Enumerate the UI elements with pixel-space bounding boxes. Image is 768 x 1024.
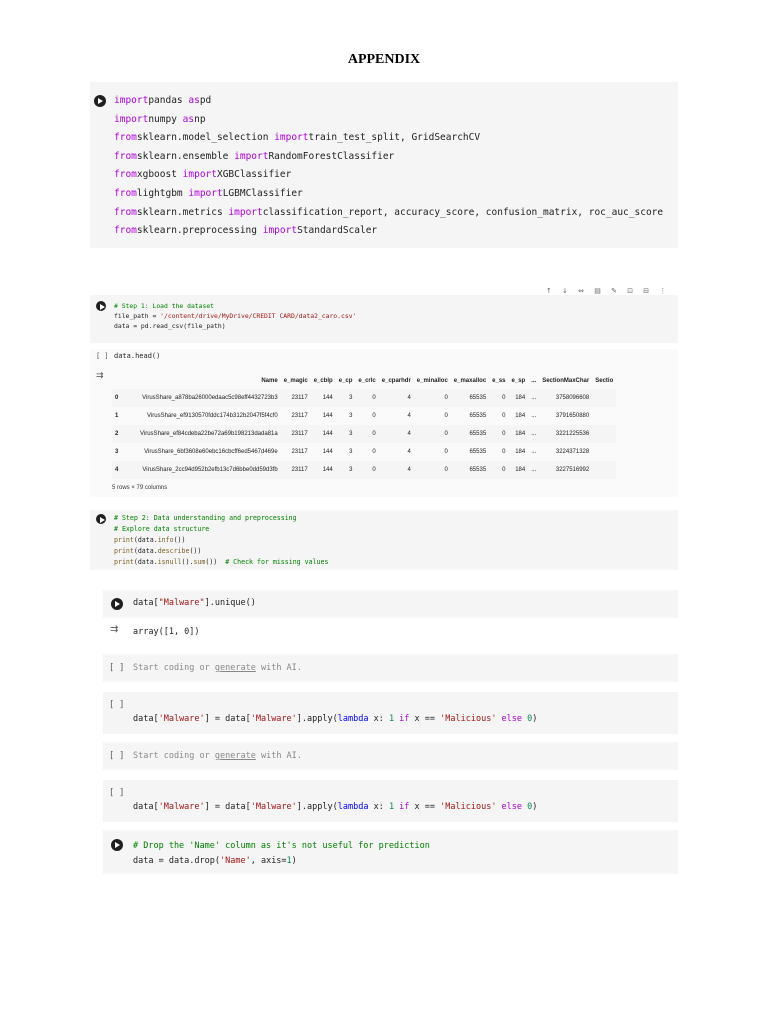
column-header: e_maxalloc	[453, 378, 487, 384]
code-line	[114, 148, 663, 167]
placeholder-text: with AI.	[255, 751, 302, 761]
table-cell: 3	[336, 461, 356, 479]
table-cell: 184	[509, 425, 529, 443]
code-token: 0	[527, 714, 533, 724]
code-token: ] = data[	[204, 802, 251, 812]
code-token: import	[274, 132, 309, 144]
table-cell: ...	[531, 449, 537, 455]
code-token: , axis=	[250, 856, 287, 866]
cell-placeholder[interactable]	[133, 751, 302, 761]
table-row	[112, 389, 616, 407]
table-cell: ...	[531, 413, 537, 419]
code-token: from	[114, 132, 137, 144]
table-cell: 144	[311, 461, 336, 479]
code-cell-apply[interactable]	[103, 780, 678, 822]
table-cell: 4	[407, 413, 411, 419]
table-cell: ...	[528, 461, 539, 479]
table-cell	[592, 389, 616, 407]
column-header: e_cp	[338, 378, 353, 384]
table-cell: 0	[444, 449, 448, 455]
code-token: else	[496, 802, 523, 812]
code-token: 1	[388, 714, 395, 724]
table-cell: ...	[528, 425, 539, 443]
code-line	[114, 513, 328, 524]
code-token: info	[157, 536, 174, 544]
code-token: isnull	[157, 558, 182, 566]
code-token: lambda	[337, 802, 369, 812]
code-token: if	[394, 802, 410, 812]
row-index: 0	[112, 389, 121, 407]
code-token: data = pd.read_csv(file_path)	[114, 322, 226, 330]
table-cell: 0	[502, 449, 506, 455]
column-header: e_magic	[283, 378, 308, 384]
code-token: from	[114, 206, 137, 218]
code-token: sklearn.metrics	[136, 206, 229, 218]
code-token: print	[114, 536, 134, 544]
code-token: data[	[133, 714, 159, 724]
table-cell: 184	[509, 461, 529, 479]
table-cell: 23117	[291, 413, 308, 419]
code-token: import	[228, 206, 263, 218]
table-cell: 65535	[451, 425, 489, 443]
code-line	[114, 92, 663, 111]
code-token: (data.	[133, 536, 158, 544]
placeholder-text: Start coding or	[133, 751, 215, 761]
code-editor[interactable]	[133, 839, 430, 869]
table-row	[112, 443, 616, 461]
table-cell: 3	[336, 425, 356, 443]
table-cell: 3	[349, 413, 353, 419]
code-token: import	[114, 95, 149, 106]
code-token: from	[114, 150, 137, 162]
code-token: 'Malware'	[158, 802, 205, 812]
table-cell: 23117	[291, 449, 308, 455]
table-cell: ...	[528, 389, 539, 407]
code-token: import	[114, 113, 149, 125]
code-token: 'Malware'	[158, 714, 205, 724]
code-line	[114, 204, 663, 223]
table-cell: 0	[414, 389, 451, 407]
code-cell-drop-name[interactable]	[103, 830, 678, 874]
code-token: sklearn.model_selection	[136, 132, 275, 144]
code-line	[133, 714, 537, 724]
code-cell-imports[interactable]	[90, 82, 678, 248]
code-token: 0	[527, 802, 533, 812]
code-token: pandas	[148, 95, 189, 106]
run-cell-button[interactable]	[96, 514, 106, 524]
code-token: print	[114, 547, 134, 555]
table-cell: 4	[379, 389, 414, 407]
table-cell: VirusShare_ef9130570fddc174b312b2047f5f4cf0	[147, 413, 278, 419]
code-token: xgboost	[136, 169, 183, 181]
code-token: x ==	[409, 802, 441, 812]
code-token: as	[182, 113, 195, 125]
run-cell-button[interactable]	[111, 598, 123, 610]
code-line	[114, 535, 328, 546]
code-token: data[	[133, 802, 159, 812]
column-header: e_minalloc	[416, 378, 448, 384]
column-header: Sectio	[595, 378, 614, 384]
code-token: ] = data[	[204, 714, 251, 724]
table-cell: 0	[502, 413, 506, 419]
table-cell: 184	[515, 413, 526, 419]
run-cell-button[interactable]	[111, 839, 123, 851]
column-header: SectionMaxChar	[542, 378, 590, 384]
table-cell: 3	[336, 389, 356, 407]
table-cell: 0	[414, 461, 451, 479]
code-token: from	[114, 169, 137, 181]
code-token: ].apply(	[296, 714, 338, 724]
table-cell: 0	[372, 449, 376, 455]
code-editor[interactable]	[114, 92, 663, 241]
placeholder-text: with AI.	[255, 663, 302, 673]
cell-placeholder[interactable]	[133, 663, 302, 673]
row-index: 2	[112, 425, 121, 443]
table-cell: 4	[379, 461, 414, 479]
code-line	[114, 222, 663, 241]
code-token: import	[262, 225, 298, 237]
code-line	[114, 557, 328, 568]
table-cell: 23117	[281, 461, 311, 479]
table-cell: 0	[355, 425, 378, 443]
code-token: # Step 2: Data understanding and preprocessing	[114, 514, 297, 522]
cell-toolbar[interactable]: ↑ ↓ ⇔ ▤ ✎ ⊡ ⊟ ⋮	[546, 287, 671, 295]
code-token: import	[188, 187, 223, 199]
code-token: (data.	[133, 558, 158, 566]
column-header: e_crlc	[358, 378, 376, 384]
code-token: )	[532, 714, 538, 724]
code-cell-unique[interactable]	[103, 590, 678, 618]
code-token: # Drop the 'Name' column as it's not useful for prediction	[133, 841, 430, 851]
table-cell: 65535	[451, 461, 489, 479]
table-cell	[592, 425, 616, 443]
code-token: if	[394, 714, 410, 724]
table-cell: 4	[379, 425, 414, 443]
code-token: describe	[157, 547, 190, 555]
table-cell: 3221225536	[539, 425, 592, 443]
code-line	[133, 839, 430, 854]
table-cell: VirusShare_a878ba26000edaac5c98eff4432723b3	[121, 389, 280, 407]
code-token: sum	[193, 558, 206, 566]
table-cell: 4	[407, 449, 411, 455]
table-cell: 3224371328	[555, 449, 590, 455]
execution-bracket: [ ]	[109, 663, 125, 673]
code-token: numpy	[148, 113, 183, 125]
code-line	[133, 854, 430, 869]
execution-bracket: [ ]	[96, 352, 109, 360]
column-header: e_sp	[511, 378, 526, 384]
code-token: )	[291, 856, 297, 866]
code-token: RandomForestClassifier	[268, 150, 395, 162]
table-cell: 65535	[469, 449, 487, 455]
code-line	[114, 301, 356, 311]
table-row	[112, 461, 616, 479]
code-line	[114, 111, 663, 130]
code-line	[114, 185, 663, 204]
code-editor[interactable]	[114, 513, 328, 568]
code-line	[114, 166, 663, 185]
execution-bracket: [ ]	[109, 788, 125, 798]
code-line	[114, 129, 663, 148]
table-cell: 65535	[469, 413, 487, 419]
code-line	[133, 598, 256, 608]
code-token: ())	[173, 536, 186, 544]
table-cell	[592, 461, 616, 479]
code-token: import	[234, 150, 269, 162]
code-token: # Explore data structure	[114, 525, 210, 533]
code-token: StandardScaler	[297, 225, 378, 237]
table-cell: 144	[311, 425, 336, 443]
execution-bracket: [ ]	[109, 700, 125, 710]
code-token: data = data.drop(	[133, 856, 220, 866]
dataframe-output	[112, 373, 676, 491]
table-cell: 144	[311, 389, 336, 407]
code-token: file_path =	[114, 312, 161, 320]
code-token: # Check for missing values	[225, 558, 329, 566]
code-line	[114, 524, 328, 535]
code-editor[interactable]	[114, 301, 356, 331]
column-header	[112, 373, 121, 389]
code-token: 1	[286, 856, 292, 866]
code-token: else	[496, 714, 523, 724]
code-token: XGBClassifier	[216, 169, 292, 181]
table-cell: 0	[414, 425, 451, 443]
table-cell	[592, 443, 616, 461]
column-header: e_cparhdr	[381, 378, 411, 384]
code-token: train_test_split, GridSearchCV	[308, 132, 481, 144]
code-token: x ==	[409, 714, 441, 724]
code-token: np	[194, 113, 206, 125]
table-cell: 23117	[281, 389, 311, 407]
code-token: 'Malicious'	[440, 802, 497, 812]
table-cell: 23117	[281, 425, 311, 443]
code-token: 1	[388, 802, 395, 812]
code-token: ())	[205, 558, 226, 566]
empty-code-cell[interactable]	[103, 742, 678, 770]
table-cell: 184	[515, 449, 526, 455]
row-index: 1	[115, 413, 119, 419]
code-token: )	[532, 802, 538, 812]
cell-output: array([1, 0])	[133, 627, 200, 637]
code-token: '/content/drive/MyDrive/CREDIT CARD/data2_caro.csv'	[160, 312, 357, 320]
column-header: e_cblp	[313, 378, 333, 384]
table-cell: 0	[444, 413, 448, 419]
column-header: e_ss	[492, 378, 506, 384]
run-cell-button[interactable]	[94, 95, 106, 107]
table-row	[112, 425, 616, 443]
table-cell: 144	[322, 413, 333, 419]
dataframe-table	[112, 373, 616, 479]
code-token: ())	[189, 547, 202, 555]
column-header: Name	[261, 378, 278, 384]
code-token: ].unique()	[204, 598, 256, 608]
dataframe-footer: 5 rows × 79 columns	[112, 485, 168, 491]
generate-link[interactable]: generate	[214, 663, 256, 673]
empty-code-cell[interactable]	[103, 654, 678, 682]
code-line	[133, 802, 537, 812]
table-cell: 3758096608	[539, 389, 592, 407]
code-cell-load-dataset[interactable]	[90, 287, 678, 343]
code-line	[114, 546, 328, 557]
table-cell: VirusShare_2cc94d952b2efb13c7d6bbe0dd59d3fb	[121, 461, 280, 479]
table-cell: 0	[372, 413, 376, 419]
appendix-heading: APPENDIX	[347, 52, 421, 67]
code-cell-explore[interactable]	[90, 510, 678, 570]
code-token: LGBMClassifier	[222, 187, 303, 199]
table-cell: 0	[489, 389, 508, 407]
placeholder-text: Start coding or	[133, 663, 215, 673]
code-token: sklearn.preprocessing	[136, 225, 263, 237]
table-row	[112, 407, 616, 425]
table-cell: 0	[489, 461, 508, 479]
execution-bracket: [ ]	[109, 751, 125, 761]
table-cell: VirusShare_6bf3608e60ebc16cbcff6ed5467d469e	[144, 449, 278, 455]
code-editor[interactable]: data.head()	[114, 352, 161, 360]
code-token: print	[114, 558, 134, 566]
code-token: pd	[199, 95, 212, 106]
run-cell-button[interactable]	[96, 301, 106, 311]
code-editor[interactable]	[133, 714, 537, 724]
output-icon[interactable]: ⇉	[96, 371, 104, 381]
code-cell-apply[interactable]	[103, 692, 678, 734]
table-cell: VirusShare_ef84cdeba22be72a69b198213dada81a	[121, 425, 280, 443]
generate-link[interactable]: generate	[214, 751, 256, 761]
code-token: "Malware"	[158, 598, 205, 608]
code-cell-head[interactable]	[90, 349, 678, 497]
code-token: (data.	[133, 547, 158, 555]
code-token: sklearn.ensemble	[136, 150, 235, 162]
row-index: 3	[115, 449, 119, 455]
table-cell: 0	[355, 461, 378, 479]
code-line	[114, 311, 356, 321]
code-token: 'Name'	[220, 856, 251, 866]
code-token: x:	[368, 714, 389, 724]
code-token: lambda	[337, 714, 369, 724]
code-line	[114, 321, 356, 331]
code-token: 'Malware'	[250, 802, 297, 812]
code-editor[interactable]	[133, 598, 256, 608]
code-token: 'Malware'	[250, 714, 297, 724]
code-token: ().	[181, 558, 194, 566]
output-icon[interactable]: ⇉	[110, 624, 119, 635]
code-token: # Step 1: Load the dataset	[114, 302, 215, 310]
row-index: 4	[112, 461, 121, 479]
table-cell	[592, 407, 616, 425]
code-token: as	[188, 95, 200, 106]
table-cell: 65535	[451, 389, 489, 407]
table-cell: 3791650880	[555, 413, 590, 419]
column-header: ...	[531, 378, 537, 384]
code-token: from	[114, 187, 137, 199]
table-cell: 184	[509, 389, 529, 407]
code-token: classification_report, accuracy_score, confusion_matrix, roc_auc_score	[262, 206, 664, 218]
table-cell: 0	[355, 389, 378, 407]
code-token: ].apply(	[296, 802, 338, 812]
code-token: x:	[368, 802, 389, 812]
code-token: 'Malicious'	[440, 714, 497, 724]
code-token: data[	[133, 598, 159, 608]
code-token: from	[114, 225, 137, 237]
code-editor[interactable]	[133, 802, 537, 812]
table-cell: 3227516992	[539, 461, 592, 479]
code-token: lightgbm	[136, 187, 189, 199]
code-token: import	[182, 169, 217, 181]
table-cell: 0	[489, 425, 508, 443]
table-cell: 3	[349, 449, 353, 455]
table-cell: 144	[322, 449, 333, 455]
